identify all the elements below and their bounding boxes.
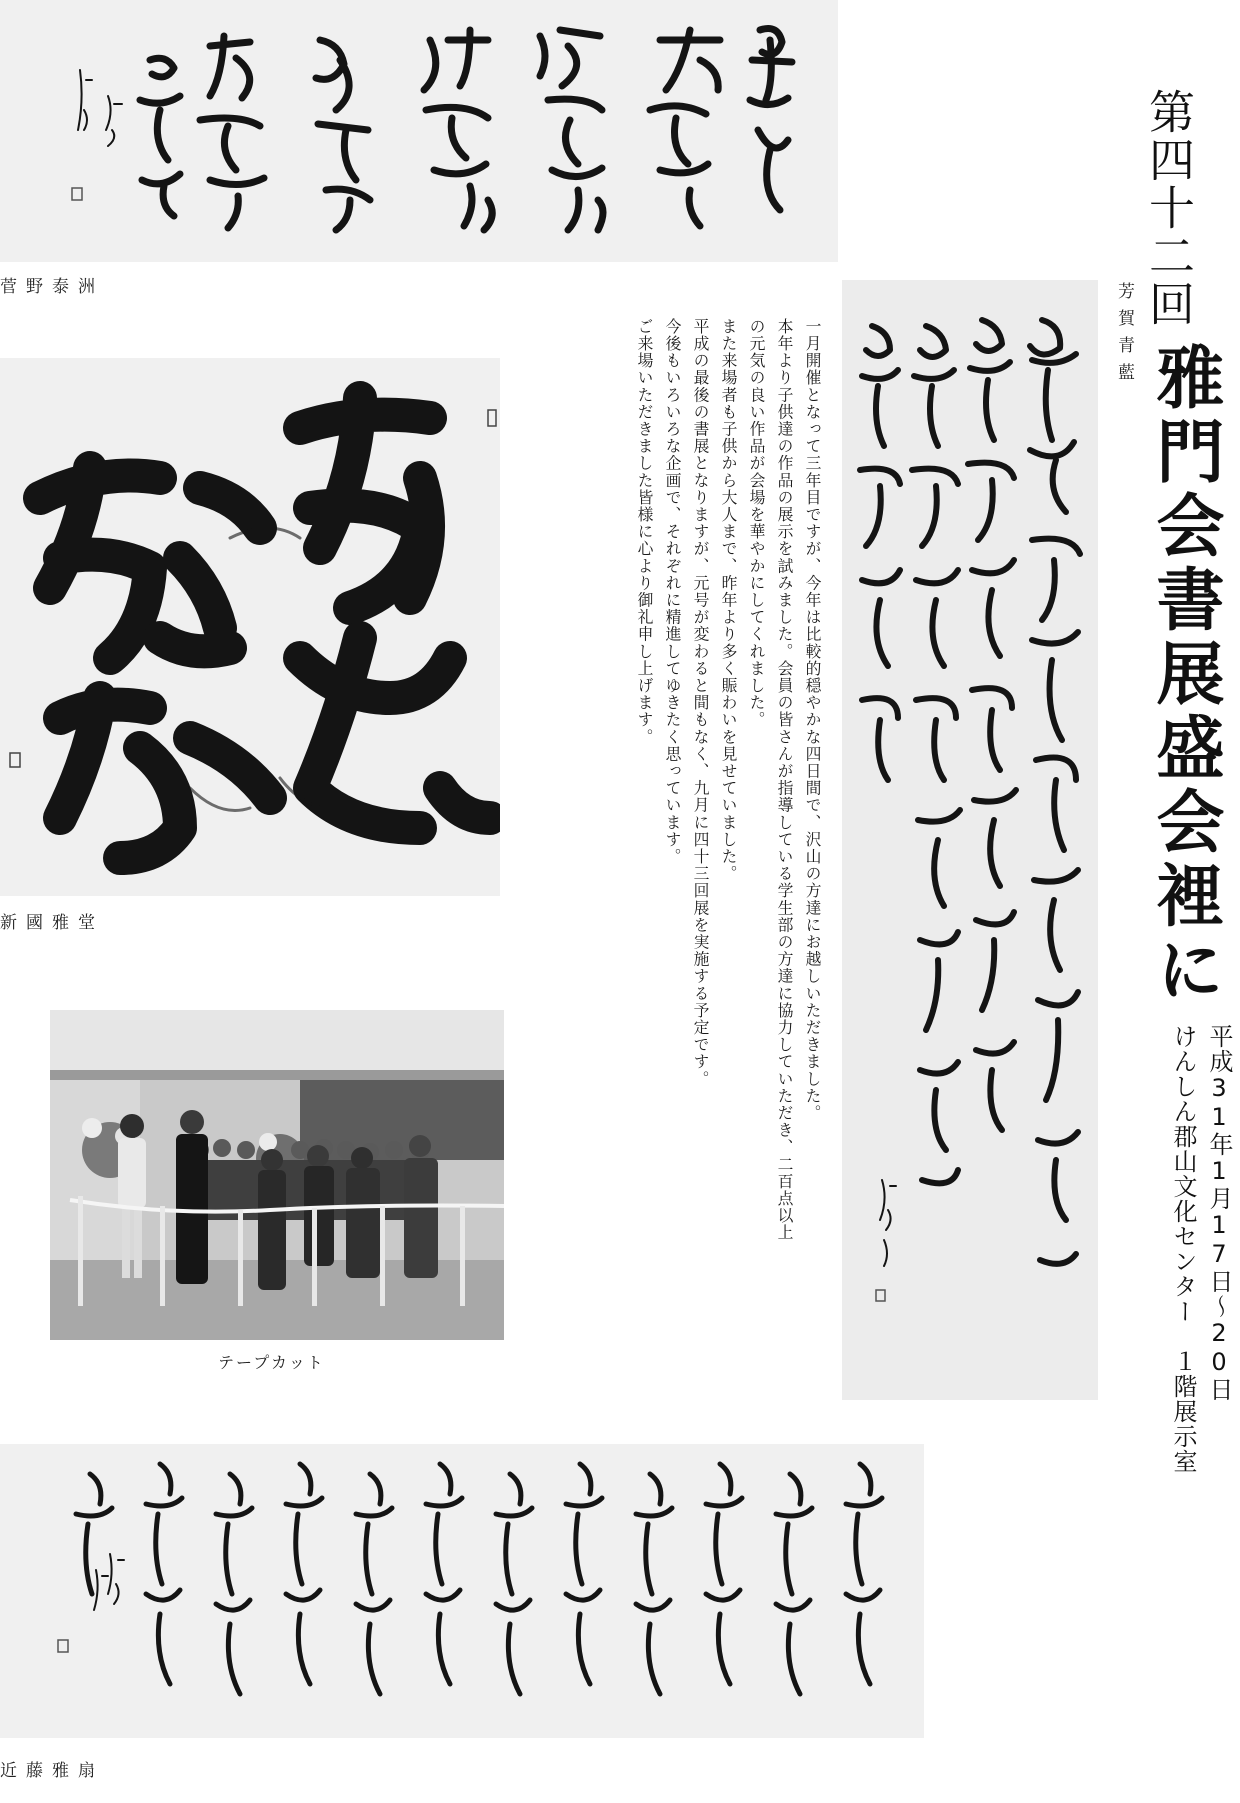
caption-top-left-artist: 菅野泰洲 bbox=[0, 277, 104, 297]
event-venue: けんしん郡山文化センター １階展示室 bbox=[1169, 1024, 1197, 1474]
body-paragraph: 平成の最後の書展となりますが、元号が変わると間もなく、九月に四十三回展を実施する予定です。 bbox=[691, 318, 710, 1088]
body-paragraph: ご来場いただきました皆様に心より御礼申し上げます。 bbox=[635, 318, 654, 746]
ribbon-cutting-photo bbox=[50, 1010, 504, 1340]
article-body bbox=[586, 318, 826, 1248]
caption-bottom-artist: 近藤雅扇 bbox=[0, 1761, 104, 1781]
caption-middle-left-artist: 新國雅堂 bbox=[0, 913, 104, 933]
calligraphy-work-right bbox=[842, 280, 1098, 1400]
body-paragraph: 本年より子供達の作品の展示を試みました。会員の皆さんが指導している学生部の方達に協力していただき、二百点以上の元気の良い作品が会場を華やかにしてくれました。 bbox=[747, 318, 794, 1242]
caption-right-artist: 芳賀青藍 bbox=[1114, 282, 1134, 390]
body-paragraph: 一月開催となって三年目ですが、今年は比較的穏やかな四日間で、沢山の方達にお越しいただきました。 bbox=[803, 318, 822, 1122]
page-title: 雅門会書展盛会裡に bbox=[1145, 342, 1224, 1008]
calligraphy-work-middle-left bbox=[0, 358, 500, 896]
body-paragraph: また来場者も子供から大人まで、昨年より多く賑わいを見せていました。 bbox=[719, 318, 738, 883]
body-paragraph: 今後もいろいろな企画で、それぞれに精進してゆきたく思っています。 bbox=[663, 318, 682, 866]
calligraphy-work-bottom bbox=[0, 1444, 924, 1738]
event-date: 平成31年1月17日～20日 bbox=[1205, 1024, 1233, 1402]
calligraphy-work-top-left bbox=[0, 0, 838, 262]
caption-photo: テープカット bbox=[218, 1353, 325, 1372]
title-kicker: 第四十二回 bbox=[1142, 88, 1196, 328]
